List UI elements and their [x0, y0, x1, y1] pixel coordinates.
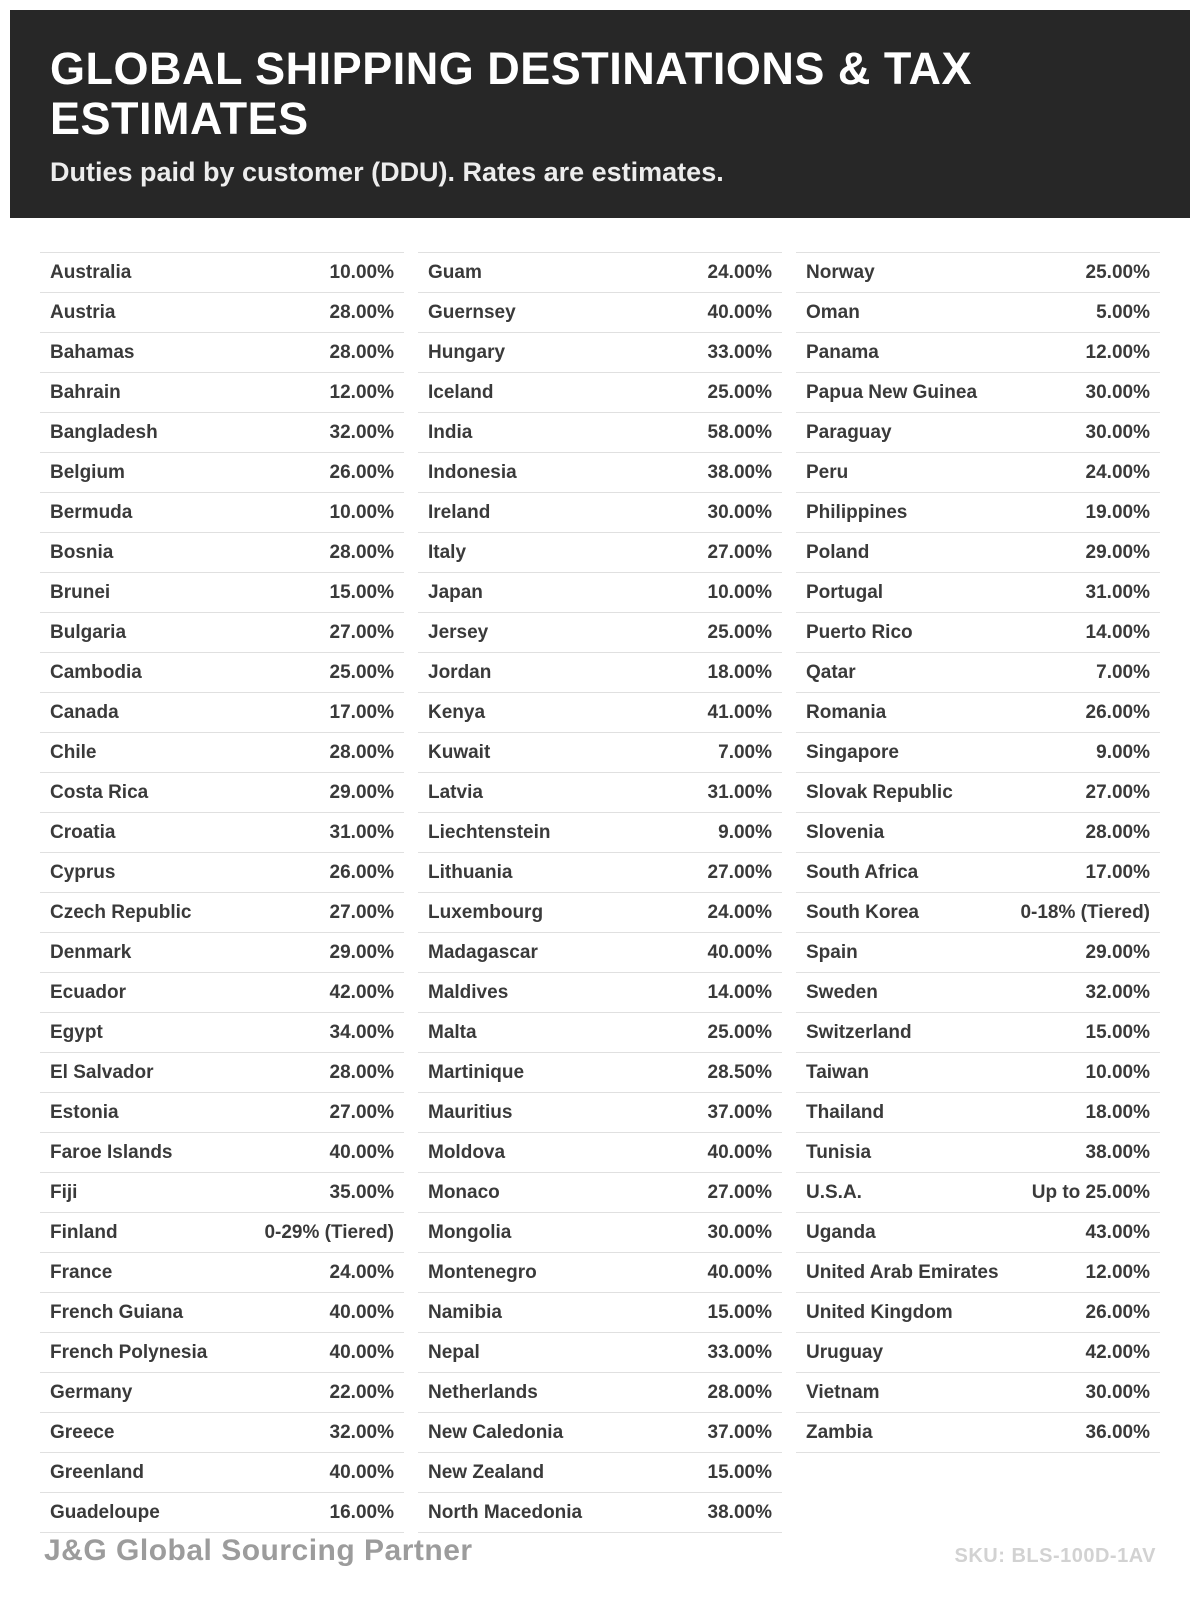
table-row: [796, 773, 1160, 813]
country-name: France: [50, 1262, 113, 1283]
country-name: Bermuda: [50, 502, 133, 523]
table-row: [418, 1253, 782, 1293]
tax-rate: 7.00%: [1096, 662, 1150, 683]
table-row: [796, 733, 1160, 773]
country-name: Croatia: [50, 822, 116, 843]
tax-rate: 12.00%: [1085, 1262, 1150, 1283]
tax-rate: 40.00%: [707, 302, 772, 323]
country-name: Tunisia: [806, 1142, 872, 1163]
tax-rate: 12.00%: [329, 382, 394, 403]
table-row: [418, 253, 782, 293]
country-name: French Polynesia: [50, 1342, 208, 1363]
tax-rate: 30.00%: [707, 1222, 772, 1243]
page-subtitle: Duties paid by customer (DDU). Rates are estimates.: [50, 157, 724, 187]
country-name: Japan: [428, 582, 483, 603]
table-row: [796, 1013, 1160, 1053]
country-name: Bosnia: [50, 542, 114, 563]
table-row: [40, 453, 404, 493]
tax-rate: 30.00%: [1085, 422, 1150, 443]
tax-rate: 18.00%: [1085, 1102, 1150, 1123]
country-name: El Salvador: [50, 1062, 154, 1083]
tax-rate: 30.00%: [707, 502, 772, 523]
table-row: [418, 333, 782, 373]
tax-rate: 35.00%: [329, 1182, 394, 1203]
country-name: Malta: [428, 1022, 477, 1043]
tax-rate: 29.00%: [329, 782, 394, 803]
country-name: Czech Republic: [50, 902, 192, 923]
tax-rate: 27.00%: [329, 902, 394, 923]
table-row: [418, 1093, 782, 1133]
country-name: New Zealand: [428, 1462, 545, 1483]
table-row: [418, 933, 782, 973]
tax-rate: 28.50%: [707, 1062, 772, 1083]
tax-rate: 27.00%: [707, 542, 772, 563]
rate-column: [796, 252, 1160, 1453]
table-row: [418, 1173, 782, 1213]
country-name: Ecuador: [50, 982, 127, 1003]
tax-rate: 40.00%: [707, 942, 772, 963]
country-name: Sweden: [806, 982, 878, 1003]
tax-rate: 27.00%: [707, 862, 772, 883]
table-row: [796, 253, 1160, 293]
tax-rate: 0-29% (Tiered): [264, 1222, 394, 1243]
tax-rate: 32.00%: [329, 1422, 394, 1443]
tax-rate: 40.00%: [707, 1142, 772, 1163]
tax-rate: 27.00%: [329, 622, 394, 643]
country-name: South Korea: [806, 902, 919, 923]
table-row: [418, 1413, 782, 1453]
table-row: [418, 733, 782, 773]
tax-rate: 10.00%: [329, 502, 394, 523]
tax-rate: 38.00%: [707, 1502, 772, 1523]
table-row: [796, 1373, 1160, 1413]
table-row: [418, 1373, 782, 1413]
country-name: Thailand: [806, 1102, 885, 1123]
table-row: [40, 253, 404, 293]
country-name: South Africa: [806, 862, 919, 883]
table-row: [796, 693, 1160, 733]
tax-rate: 28.00%: [707, 1382, 772, 1403]
table-row: [40, 1253, 404, 1293]
tax-rate: 40.00%: [329, 1342, 394, 1363]
tax-rate: 25.00%: [707, 1022, 772, 1043]
tax-rate: 36.00%: [1085, 1422, 1150, 1443]
country-name: Canada: [50, 702, 119, 723]
table-row: [40, 493, 404, 533]
tax-rate: 9.00%: [718, 822, 772, 843]
country-name: New Caledonia: [428, 1422, 564, 1443]
sku-label: SKU: BLS-100D-1AV: [954, 1545, 1156, 1567]
tax-rate: 24.00%: [707, 262, 772, 283]
country-name: Uganda: [806, 1222, 876, 1243]
tax-rate: 25.00%: [707, 622, 772, 643]
tax-rate: 40.00%: [329, 1142, 394, 1163]
country-name: Qatar: [806, 662, 856, 683]
table-row: [40, 573, 404, 613]
table-row: [40, 853, 404, 893]
table-row: [418, 1133, 782, 1173]
table-row: [796, 653, 1160, 693]
table-row: [40, 773, 404, 813]
country-name: North Macedonia: [428, 1502, 583, 1523]
tax-rate: 26.00%: [1085, 1302, 1150, 1323]
page-footer: [0, 1534, 1200, 1568]
tax-rate: 14.00%: [1085, 622, 1150, 643]
country-name: Finland: [50, 1222, 118, 1243]
table-row: [796, 933, 1160, 973]
table-row: [418, 1213, 782, 1253]
table-row: [418, 533, 782, 573]
tax-rate: 10.00%: [707, 582, 772, 603]
country-name: Italy: [428, 542, 467, 563]
tax-rate: 22.00%: [329, 1382, 394, 1403]
tax-rate: 25.00%: [1085, 262, 1150, 283]
country-name: Nepal: [428, 1342, 480, 1363]
tax-rate: 41.00%: [707, 702, 772, 723]
country-name: Bangladesh: [50, 422, 158, 443]
tax-rate: 28.00%: [329, 742, 394, 763]
tax-rate: 30.00%: [1085, 382, 1150, 403]
table-row: [796, 1253, 1160, 1293]
table-row: [418, 293, 782, 333]
tax-rate: 32.00%: [329, 422, 394, 443]
table-row: [796, 973, 1160, 1013]
table-row: [40, 973, 404, 1013]
country-name: Germany: [50, 1382, 133, 1403]
tax-rate: 28.00%: [1085, 822, 1150, 843]
country-name: India: [428, 422, 473, 443]
table-row: [418, 973, 782, 1013]
table-row: [40, 813, 404, 853]
country-name: Bulgaria: [50, 622, 127, 643]
country-name: Martinique: [428, 1062, 525, 1083]
tax-rate: 33.00%: [707, 1342, 772, 1363]
table-row: [796, 1053, 1160, 1093]
tax-rate: 19.00%: [1085, 502, 1150, 523]
country-name: Bahamas: [50, 342, 135, 363]
tax-rate: 18.00%: [707, 662, 772, 683]
table-row: [796, 853, 1160, 893]
tax-rate: 17.00%: [329, 702, 394, 723]
country-name: Latvia: [428, 782, 483, 803]
rates-table: [0, 218, 1200, 1533]
country-name: Austria: [50, 302, 116, 323]
tax-rate: 25.00%: [329, 662, 394, 683]
table-row: [418, 373, 782, 413]
tax-rate: 33.00%: [707, 342, 772, 363]
country-name: Bahrain: [50, 382, 121, 403]
tax-rate: 40.00%: [329, 1302, 394, 1323]
tax-rate: 27.00%: [329, 1102, 394, 1123]
table-row: [418, 653, 782, 693]
table-row: [418, 573, 782, 613]
country-name: Singapore: [806, 742, 899, 763]
tax-rate: 31.00%: [1085, 582, 1150, 603]
country-name: Belgium: [50, 462, 125, 483]
country-name: Australia: [50, 262, 132, 283]
tax-rate: 38.00%: [707, 462, 772, 483]
table-row: [796, 813, 1160, 853]
country-name: United Kingdom: [806, 1302, 953, 1323]
country-name: Monaco: [428, 1182, 500, 1203]
country-name: Paraguay: [806, 422, 892, 443]
rate-column: [40, 252, 404, 1533]
country-name: Hungary: [428, 342, 506, 363]
page-header: [10, 10, 1190, 218]
tax-rate: 24.00%: [707, 902, 772, 923]
country-name: Cambodia: [50, 662, 142, 683]
tax-rate: 42.00%: [1085, 1342, 1150, 1363]
country-name: Taiwan: [806, 1062, 869, 1083]
country-name: Indonesia: [428, 462, 517, 483]
country-name: Lithuania: [428, 862, 513, 883]
table-row: [40, 733, 404, 773]
tax-rate: 42.00%: [329, 982, 394, 1003]
country-name: Jordan: [428, 662, 492, 683]
tax-rate: 28.00%: [329, 302, 394, 323]
tax-rate: 29.00%: [329, 942, 394, 963]
table-row: [418, 613, 782, 653]
tax-rate: 15.00%: [1085, 1022, 1150, 1043]
table-row: [796, 453, 1160, 493]
country-name: Oman: [806, 302, 860, 323]
country-name: Greenland: [50, 1462, 144, 1483]
table-row: [796, 1333, 1160, 1373]
tax-rate: 26.00%: [1085, 702, 1150, 723]
table-row: [796, 293, 1160, 333]
table-row: [418, 853, 782, 893]
table-row: [418, 453, 782, 493]
country-name: Puerto Rico: [806, 622, 913, 643]
country-name: Liechtenstein: [428, 822, 551, 843]
table-row: [40, 1133, 404, 1173]
table-row: [418, 1493, 782, 1533]
tax-rate: 0-18% (Tiered): [1020, 902, 1150, 923]
tax-rate: 34.00%: [329, 1022, 394, 1043]
tax-rate: 58.00%: [707, 422, 772, 443]
tax-rate: 7.00%: [718, 742, 772, 763]
tax-rate: 30.00%: [1085, 1382, 1150, 1403]
table-row: [418, 493, 782, 533]
country-name: United Arab Emirates: [806, 1262, 999, 1283]
tax-rate: 29.00%: [1085, 542, 1150, 563]
table-row: [40, 1453, 404, 1493]
country-name: Guernsey: [428, 302, 516, 323]
country-name: Jersey: [428, 622, 489, 643]
tax-rate: 28.00%: [329, 542, 394, 563]
country-name: Namibia: [428, 1302, 502, 1323]
tax-rate: 43.00%: [1085, 1222, 1150, 1243]
table-row: [418, 1053, 782, 1093]
table-row: [40, 933, 404, 973]
country-name: Greece: [50, 1422, 115, 1443]
brand-text: J&G Global Sourcing Partner: [44, 1534, 473, 1567]
country-name: Slovak Republic: [806, 782, 953, 803]
country-name: Peru: [806, 462, 849, 483]
country-name: Mauritius: [428, 1102, 513, 1123]
table-row: [418, 413, 782, 453]
country-name: Moldova: [428, 1142, 506, 1163]
table-row: [40, 1413, 404, 1453]
table-row: [418, 1453, 782, 1493]
tax-rate: 37.00%: [707, 1102, 772, 1123]
tax-rate: 10.00%: [1085, 1062, 1150, 1083]
table-row: [40, 653, 404, 693]
country-name: Panama: [806, 342, 879, 363]
tax-rate: 9.00%: [1096, 742, 1150, 763]
country-name: Montenegro: [428, 1262, 537, 1283]
country-name: Luxembourg: [428, 902, 544, 923]
tax-rate: 25.00%: [707, 382, 772, 403]
country-name: Maldives: [428, 982, 509, 1003]
country-name: Zambia: [806, 1422, 873, 1443]
country-name: Norway: [806, 262, 875, 283]
page-title: GLOBAL SHIPPING DESTINATIONS & TAX ESTIMATES: [50, 43, 973, 144]
table-row: [796, 1133, 1160, 1173]
tax-rate: 26.00%: [329, 462, 394, 483]
tax-rate: 14.00%: [707, 982, 772, 1003]
table-row: [40, 893, 404, 933]
table-row: [796, 533, 1160, 573]
table-row: [40, 373, 404, 413]
table-row: [796, 1293, 1160, 1333]
tax-rate: 28.00%: [329, 1062, 394, 1083]
tax-rate: 17.00%: [1085, 862, 1150, 883]
country-name: Egypt: [50, 1022, 103, 1043]
country-name: Romania: [806, 702, 887, 723]
tax-rate: 5.00%: [1096, 302, 1150, 323]
tax-rate: 27.00%: [707, 1182, 772, 1203]
country-name: Switzerland: [806, 1022, 912, 1043]
table-row: [40, 333, 404, 373]
tax-rate: 15.00%: [707, 1462, 772, 1483]
table-row: [796, 1213, 1160, 1253]
table-row: [796, 373, 1160, 413]
country-name: Cyprus: [50, 862, 116, 883]
table-row: [796, 613, 1160, 653]
table-row: [796, 893, 1160, 933]
country-name: U.S.A.: [806, 1182, 862, 1203]
table-row: [40, 293, 404, 333]
tax-rate: 32.00%: [1085, 982, 1150, 1003]
table-row: [796, 413, 1160, 453]
tax-rate: 12.00%: [1085, 342, 1150, 363]
country-name: Denmark: [50, 942, 132, 963]
tax-rate: 40.00%: [329, 1462, 394, 1483]
country-name: Ireland: [428, 502, 491, 523]
table-row: [40, 1213, 404, 1253]
table-row: [40, 1093, 404, 1133]
tax-rate: 24.00%: [1085, 462, 1150, 483]
country-name: Madagascar: [428, 942, 538, 963]
table-row: [418, 773, 782, 813]
country-name: Mongolia: [428, 1222, 512, 1243]
table-row: [40, 613, 404, 653]
table-row: [40, 1333, 404, 1373]
tax-rate: 15.00%: [329, 582, 394, 603]
table-row: [418, 813, 782, 853]
table-row: [40, 1173, 404, 1213]
country-name: Vietnam: [806, 1382, 880, 1403]
country-name: Fiji: [50, 1182, 78, 1203]
table-row: [40, 1013, 404, 1053]
table-row: [796, 1173, 1160, 1213]
table-row: [796, 1093, 1160, 1133]
country-name: Brunei: [50, 582, 111, 603]
rate-column: [418, 252, 782, 1533]
country-name: Poland: [806, 542, 870, 563]
table-row: [418, 893, 782, 933]
table-row: [418, 1013, 782, 1053]
tax-rate: 27.00%: [1085, 782, 1150, 803]
tax-rate: 29.00%: [1085, 942, 1150, 963]
country-name: Portugal: [806, 582, 884, 603]
tax-rate: 10.00%: [329, 262, 394, 283]
country-name: Slovenia: [806, 822, 885, 843]
country-name: Papua New Guinea: [806, 382, 978, 403]
table-row: [40, 693, 404, 733]
table-row: [40, 1493, 404, 1533]
country-name: Philippines: [806, 502, 908, 523]
tax-rate: 38.00%: [1085, 1142, 1150, 1163]
country-name: Guam: [428, 262, 482, 283]
table-row: [796, 573, 1160, 613]
table-row: [796, 1413, 1160, 1453]
tax-rate: 24.00%: [329, 1262, 394, 1283]
table-row: [796, 493, 1160, 533]
table-row: [40, 1053, 404, 1093]
tax-rate: Up to 25.00%: [1031, 1182, 1150, 1203]
tax-rate: 15.00%: [707, 1302, 772, 1323]
table-row: [40, 413, 404, 453]
tax-rate: 28.00%: [329, 342, 394, 363]
country-name: Kuwait: [428, 742, 491, 763]
table-row: [418, 1333, 782, 1373]
table-row: [40, 1293, 404, 1333]
country-name: Chile: [50, 742, 97, 763]
tax-rate: 26.00%: [329, 862, 394, 883]
tax-rate: 40.00%: [707, 1262, 772, 1283]
table-row: [40, 1373, 404, 1413]
country-name: Uruguay: [806, 1342, 884, 1363]
country-name: Guadeloupe: [50, 1502, 160, 1523]
table-row: [418, 1293, 782, 1333]
tax-rate: 31.00%: [329, 822, 394, 843]
country-name: Estonia: [50, 1102, 119, 1123]
tax-rate: 37.00%: [707, 1422, 772, 1443]
country-name: French Guiana: [50, 1302, 184, 1323]
country-name: Kenya: [428, 702, 486, 723]
table-row: [796, 333, 1160, 373]
country-name: Iceland: [428, 382, 494, 403]
table-row: [40, 533, 404, 573]
country-name: Spain: [806, 942, 858, 963]
country-name: Faroe Islands: [50, 1142, 173, 1163]
tax-rate: 16.00%: [329, 1502, 394, 1523]
country-name: Costa Rica: [50, 782, 149, 803]
tax-rate: 31.00%: [707, 782, 772, 803]
country-name: Netherlands: [428, 1382, 538, 1403]
table-row: [418, 693, 782, 733]
